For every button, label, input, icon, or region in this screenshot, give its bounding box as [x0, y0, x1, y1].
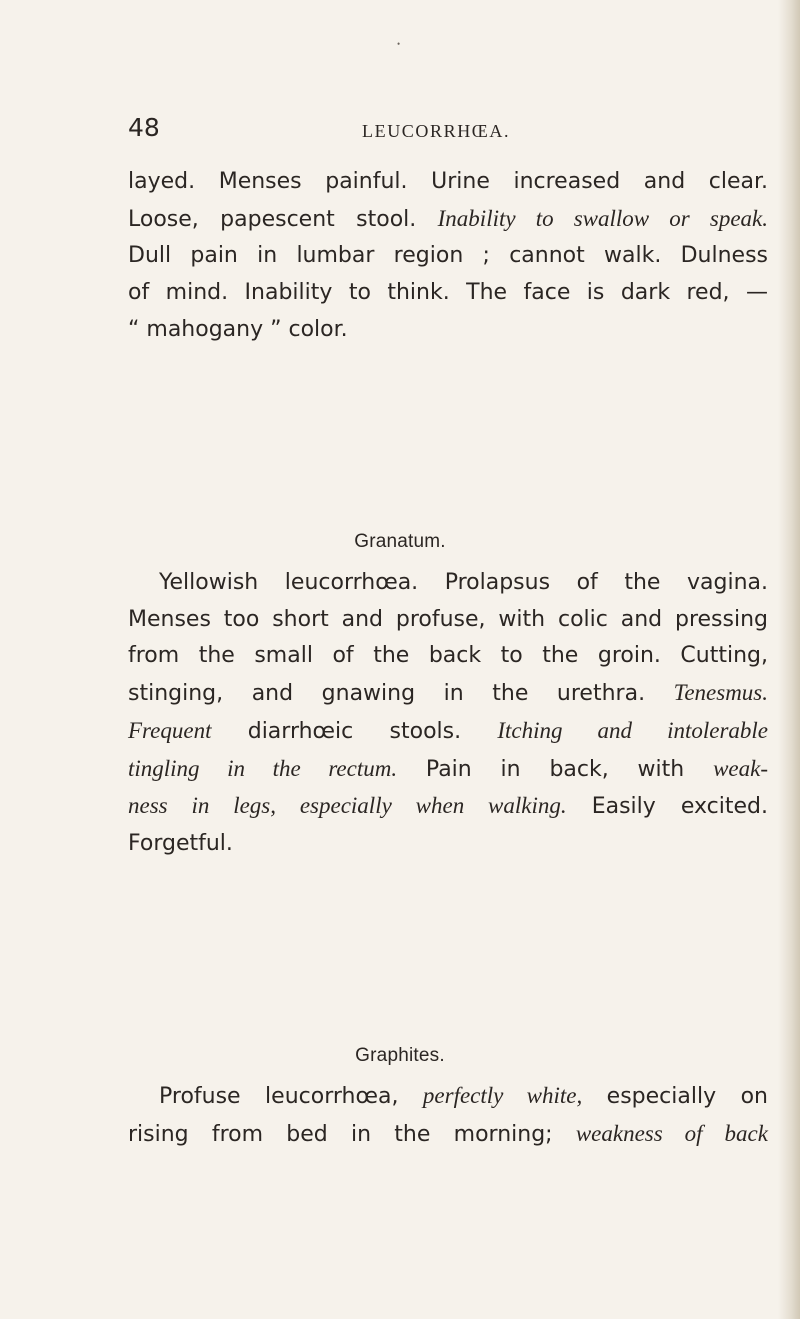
text-run: “ mahogany ” color.	[128, 316, 348, 342]
italic-text: Itching and intolerable	[497, 717, 768, 743]
text-run: from the small of the back to the groin. Cutting,	[128, 643, 768, 669]
section-heading-graphites: Graphites.	[355, 1045, 445, 1066]
italic-text: ness in legs, especially when walking.	[128, 793, 567, 819]
italic-text: weakness of back	[575, 1120, 768, 1146]
text-line	[128, 826, 768, 863]
text-run: Yellowish leucorrhœa. Prolapsus of the vagina.	[159, 570, 768, 595]
page-header	[128, 113, 668, 149]
text-line	[128, 275, 768, 312]
text-run: Pain in back, with	[397, 756, 714, 782]
ink-speck: •	[397, 39, 401, 49]
paragraph-graphites	[128, 1078, 768, 1153]
text-line	[128, 1078, 768, 1116]
text-line	[128, 565, 768, 602]
text-line	[128, 312, 768, 349]
italic-text: Inability to swallow or speak.	[437, 205, 768, 231]
paragraph-granatum	[128, 565, 768, 863]
italic-text: Tenesmus.	[673, 680, 768, 706]
text-line	[128, 238, 768, 275]
text-run: especially on	[582, 1084, 768, 1109]
text-run: of mind. Inability to think. The face is dark red, —	[128, 280, 768, 306]
text-run: Easily excited.	[566, 794, 768, 820]
text-line	[128, 713, 768, 751]
text-run: Menses too short and profuse, with colic and pressing	[128, 606, 768, 632]
text-line	[128, 675, 768, 713]
paragraph-continuation	[128, 164, 768, 349]
text-line	[128, 1116, 768, 1154]
text-run: stinging, and gnawing in the urethra.	[128, 681, 674, 707]
text-run: diarrhœic stools.	[211, 718, 498, 744]
text-line	[128, 788, 768, 826]
text-run: Dull pain in lumbar region ; cannot walk. Dulness	[128, 243, 768, 269]
text-run: layed. Menses painful. Urine increased and clear.	[128, 169, 768, 194]
text-line	[128, 638, 768, 675]
text-run: Loose, papescent stool.	[128, 206, 438, 232]
text-line	[128, 602, 768, 639]
text-line	[128, 164, 768, 201]
page-edge-shadow	[778, 0, 800, 1319]
italic-text: tingling in the rectum.	[128, 755, 398, 781]
italic-text: perfectly white,	[422, 1083, 583, 1108]
text-line	[128, 201, 768, 239]
page-number: 48	[128, 113, 160, 142]
italic-text: weak-	[713, 755, 768, 781]
text-run: rising from bed in the morning;	[128, 1121, 576, 1147]
text-run: Forgetful.	[128, 830, 233, 856]
text-run: Profuse leucorrhœa,	[159, 1084, 423, 1109]
section-heading-granatum: Granatum.	[354, 531, 446, 552]
italic-text: Frequent	[128, 717, 212, 743]
running-head: LEUCORRHŒA.	[362, 121, 511, 141]
text-line	[128, 751, 768, 789]
